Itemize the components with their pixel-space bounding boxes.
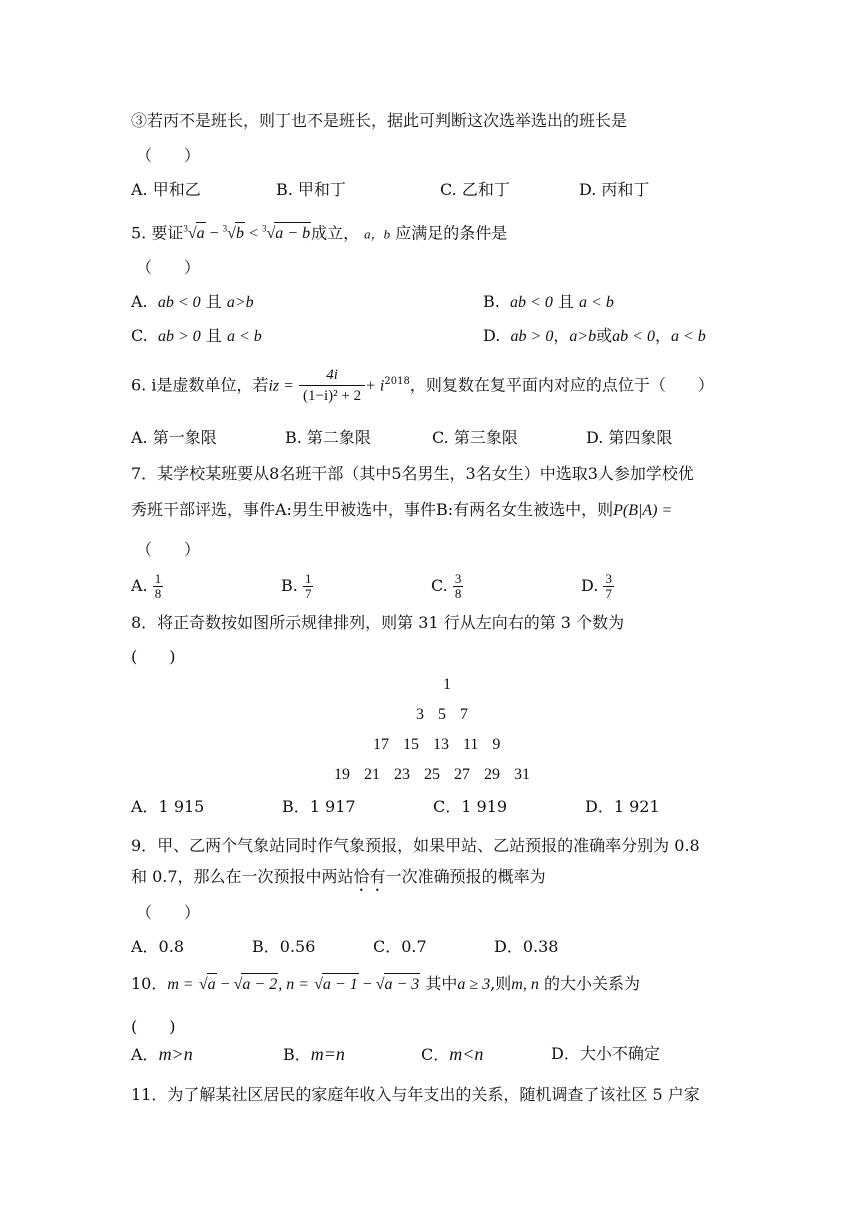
q9-line2: 和 0.7，那么在一次预报中两站恰有一次准确预报的概率为 — [131, 867, 546, 886]
q8-option-b: B．1 917 — [282, 797, 356, 816]
q5-suffix: 成立， — [311, 223, 360, 243]
q8-option-c: C．1 919 — [433, 797, 508, 816]
q9-option-c: C．0.7 — [373, 937, 427, 956]
q4-option-a: A. 甲和乙 — [131, 180, 201, 199]
q8-row-3: 17 15 13 11 9 — [373, 736, 501, 753]
q6-option-a: A. 第一象限 — [131, 428, 217, 447]
q8-row-4: 19 21 23 25 27 29 31 — [334, 766, 530, 783]
q6-exponent: 2018 — [384, 376, 410, 387]
q6-option-c: C. 第三象限 — [432, 428, 518, 447]
q8-option-a: A．1 915 — [131, 797, 205, 816]
q5-option-a: A. ab < 0 且 a>b — [131, 292, 254, 311]
q9-option-d: D．0.38 — [494, 937, 559, 956]
q10-condition: a ≥ 3 — [457, 976, 491, 993]
q6-fraction: $\frac{4i}{\text{(1−i)² + 2}}$ — [299, 365, 365, 406]
q10-mn: m, n — [511, 976, 539, 993]
q8-paren: ( ) — [131, 647, 176, 666]
q6-option-b: B. 第二象限 — [285, 428, 371, 447]
q7-option-a: A. $\frac{1}{8}$ — [131, 571, 162, 601]
q5-stem — [131, 218, 507, 245]
q9-paren: （ ） — [136, 903, 201, 922]
q6-stem — [131, 360, 714, 408]
q6-lhs: iz = — [268, 377, 294, 395]
q5-option-c: C. ab > 0 且 a < b — [131, 326, 262, 345]
q7-line1: 7．某学校某班要从8名班干部（其中5名男生，3名女生）中选取3人参加学校优 — [131, 464, 694, 483]
q5-tail: 应满足的条件是 — [395, 223, 508, 243]
q7-option-d: D. $\frac{3}{7}$ — [581, 571, 612, 601]
q10-paren: ( ) — [131, 1017, 176, 1036]
q10-n-eq: , n = — [278, 976, 310, 993]
q10-m-eq: m = — [167, 976, 194, 993]
q7-paren: （ ） — [136, 540, 201, 559]
q4-paren: （ ） — [136, 146, 201, 165]
q8-line1: 8．将正奇数按如图所示规律排列，则第 31 行从左向右的第 3 个数为 — [131, 613, 625, 632]
q4-option-d: D. 丙和丁 — [579, 180, 650, 199]
q7-option-b: B. $\frac{1}{7}$ — [281, 571, 312, 601]
q7-line2: 秀班干部评选，事件A:男生甲被选中，事件B:有两名女生被选中，则P(B|A) = — [131, 500, 673, 519]
q10-option-a: A．m>n — [131, 1044, 193, 1064]
q8-option-d: D．1 921 — [585, 797, 660, 816]
q8-row-1: 1 — [443, 676, 451, 693]
q5-vars: a，b — [364, 226, 391, 242]
q10-option-d: D．大小不确定 — [551, 1044, 660, 1063]
q9-option-b: B．0.56 — [252, 937, 316, 956]
q7-option-c: C. $\frac{3}{8}$ — [431, 571, 462, 601]
q9-line1: 9．甲、乙两个气象站同时作气象预报，如果甲站、乙站预报的准确率分别为 0.8 — [131, 836, 700, 855]
q10-option-b: B．m=n — [283, 1044, 345, 1064]
q7-prob: P(B|A) = — [613, 502, 673, 519]
q4-option-c: C. 乙和丁 — [440, 180, 510, 199]
q5-prefix: 5. 要证 — [131, 223, 184, 243]
q5-option-d: D. ab > 0，a>b或ab < 0，a < b — [483, 326, 706, 345]
q4-line3: ③若丙不是班长，则丁也不是班长，据此可判断这次选举选出的班长是 — [131, 111, 628, 130]
q5-inequality: $^3$√a − $^3$√b < $^3$√a − b — [183, 225, 311, 242]
q5-option-b: B. ab < 0 且 a < b — [483, 292, 614, 311]
q9-emphasis: 恰有 — [353, 867, 386, 886]
q6-prefix: 6. i是虚数单位，若 — [131, 375, 269, 395]
q6-option-d: D. 第四象限 — [586, 428, 673, 447]
q6-plus-term: + i — [365, 377, 385, 395]
q5-paren: （ ） — [136, 258, 201, 277]
q4-option-b: B. 甲和丁 — [276, 180, 346, 199]
q8-row-2: 3 5 7 — [416, 706, 468, 723]
q9-option-a: A．0.8 — [131, 937, 185, 956]
q6-tail: ，则复数在复平面内对应的点位于（ ） — [409, 375, 714, 395]
q11-line1: 11．为了解某社区居民的家庭年收入与年支出的关系，随机调查了该社区 5 户家 — [131, 1085, 700, 1104]
q10-stem: 10．m = √a − √a − 2, n = √a − 1 − √a − 3 其中a ≥ 3,则m, n 的大小关系为 — [131, 973, 640, 996]
q10-option-c: C．m<n — [421, 1044, 484, 1064]
